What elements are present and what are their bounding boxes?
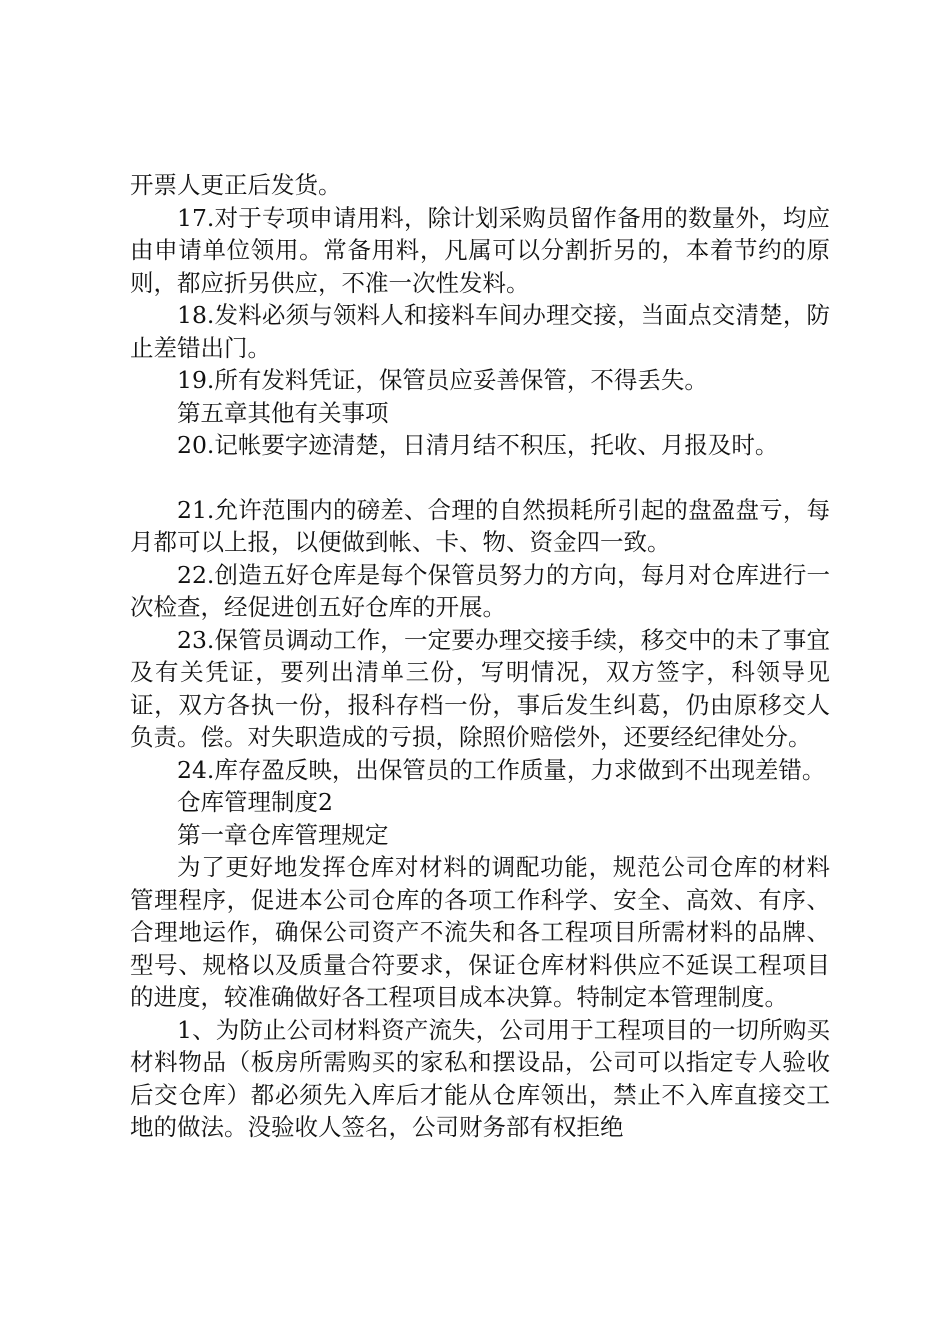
paragraph-rule-1: 1、为防止公司材料资产流失，公司用于工程项目的一切所购买材料物品（板房所需购买的家私和摆设品，公司可以指定专人验收后交仓库）都必须先入库后才能从仓库领出，禁止不入库直接交工地的做法。没验收人签名，公司财务部有权拒绝 [130,1015,830,1141]
paragraph-continuation: 开票人更正后发货。 [130,171,342,199]
paragraph-item-17: 17.对于专项申请用料，除计划采购员留作备用的数量外，均应由申请单位领用。常备用料，凡属可以分割折另的，本着节约的原则，都应折另供应，不准一次性发料。 [130,203,830,297]
paragraph-item-18: 18.发料必须与领料人和接料车间办理交接，当面点交清楚，防止差错出门。 [130,301,830,362]
section-title-warehouse-rules-2: 仓库管理制度2 [177,788,333,816]
chapter-five-heading: 第五章其他有关事项 [177,398,389,427]
paragraph-intro: 为了更好地发挥仓库对材料的调配功能，规范公司仓库的材料管理程序，促进本公司仓库的各项工作科学、安全、高效、有序、合理地运作，确保公司资产不流失和各工程项目所需材料的品牌、型号、规格以及质量合符要求，保证仓库材料供应不延误工程项目的进度，较准确做好各工程项目成本决算。特制定本管理制度。 [130,853,830,1011]
paragraph-item-21: 21.允许范围内的磅差、合理的自然损耗所引起的盘盈盘亏，每月都可以上报，以便做到帐、卡、物、资金四一致。 [130,495,830,556]
paragraph-item-23: 23.保管员调动工作，一定要办理交接手续，移交中的未了事宜及有关凭证，要列出清单三份，写明情况，双方签字，科领导见证，双方各执一份，报科存档一份，事后发生纠葛，仍由原移交人负责。偿。对失职造成的亏损，除照价赔偿外，还要经纪律处分。 [130,625,830,751]
chapter-one-heading: 第一章仓库管理规定 [177,820,389,849]
paragraph-item-22: 22.创造五好仓库是每个保管员努力的方向，每月对仓库进行一次检查，经促进创五好仓库的开展。 [130,560,830,621]
paragraph-item-19: 19.所有发料凭证，保管员应妥善保管，不得丢失。 [177,366,708,394]
paragraph-item-24: 24.库存盈反映，出保管员的工作质量，力求做到不出现差错。 [177,755,826,784]
document-body [130,169,830,1144]
paragraph-item-20: 20.记帐要字迹清楚，日清月结不积压，托收、月报及时。 [177,431,779,459]
